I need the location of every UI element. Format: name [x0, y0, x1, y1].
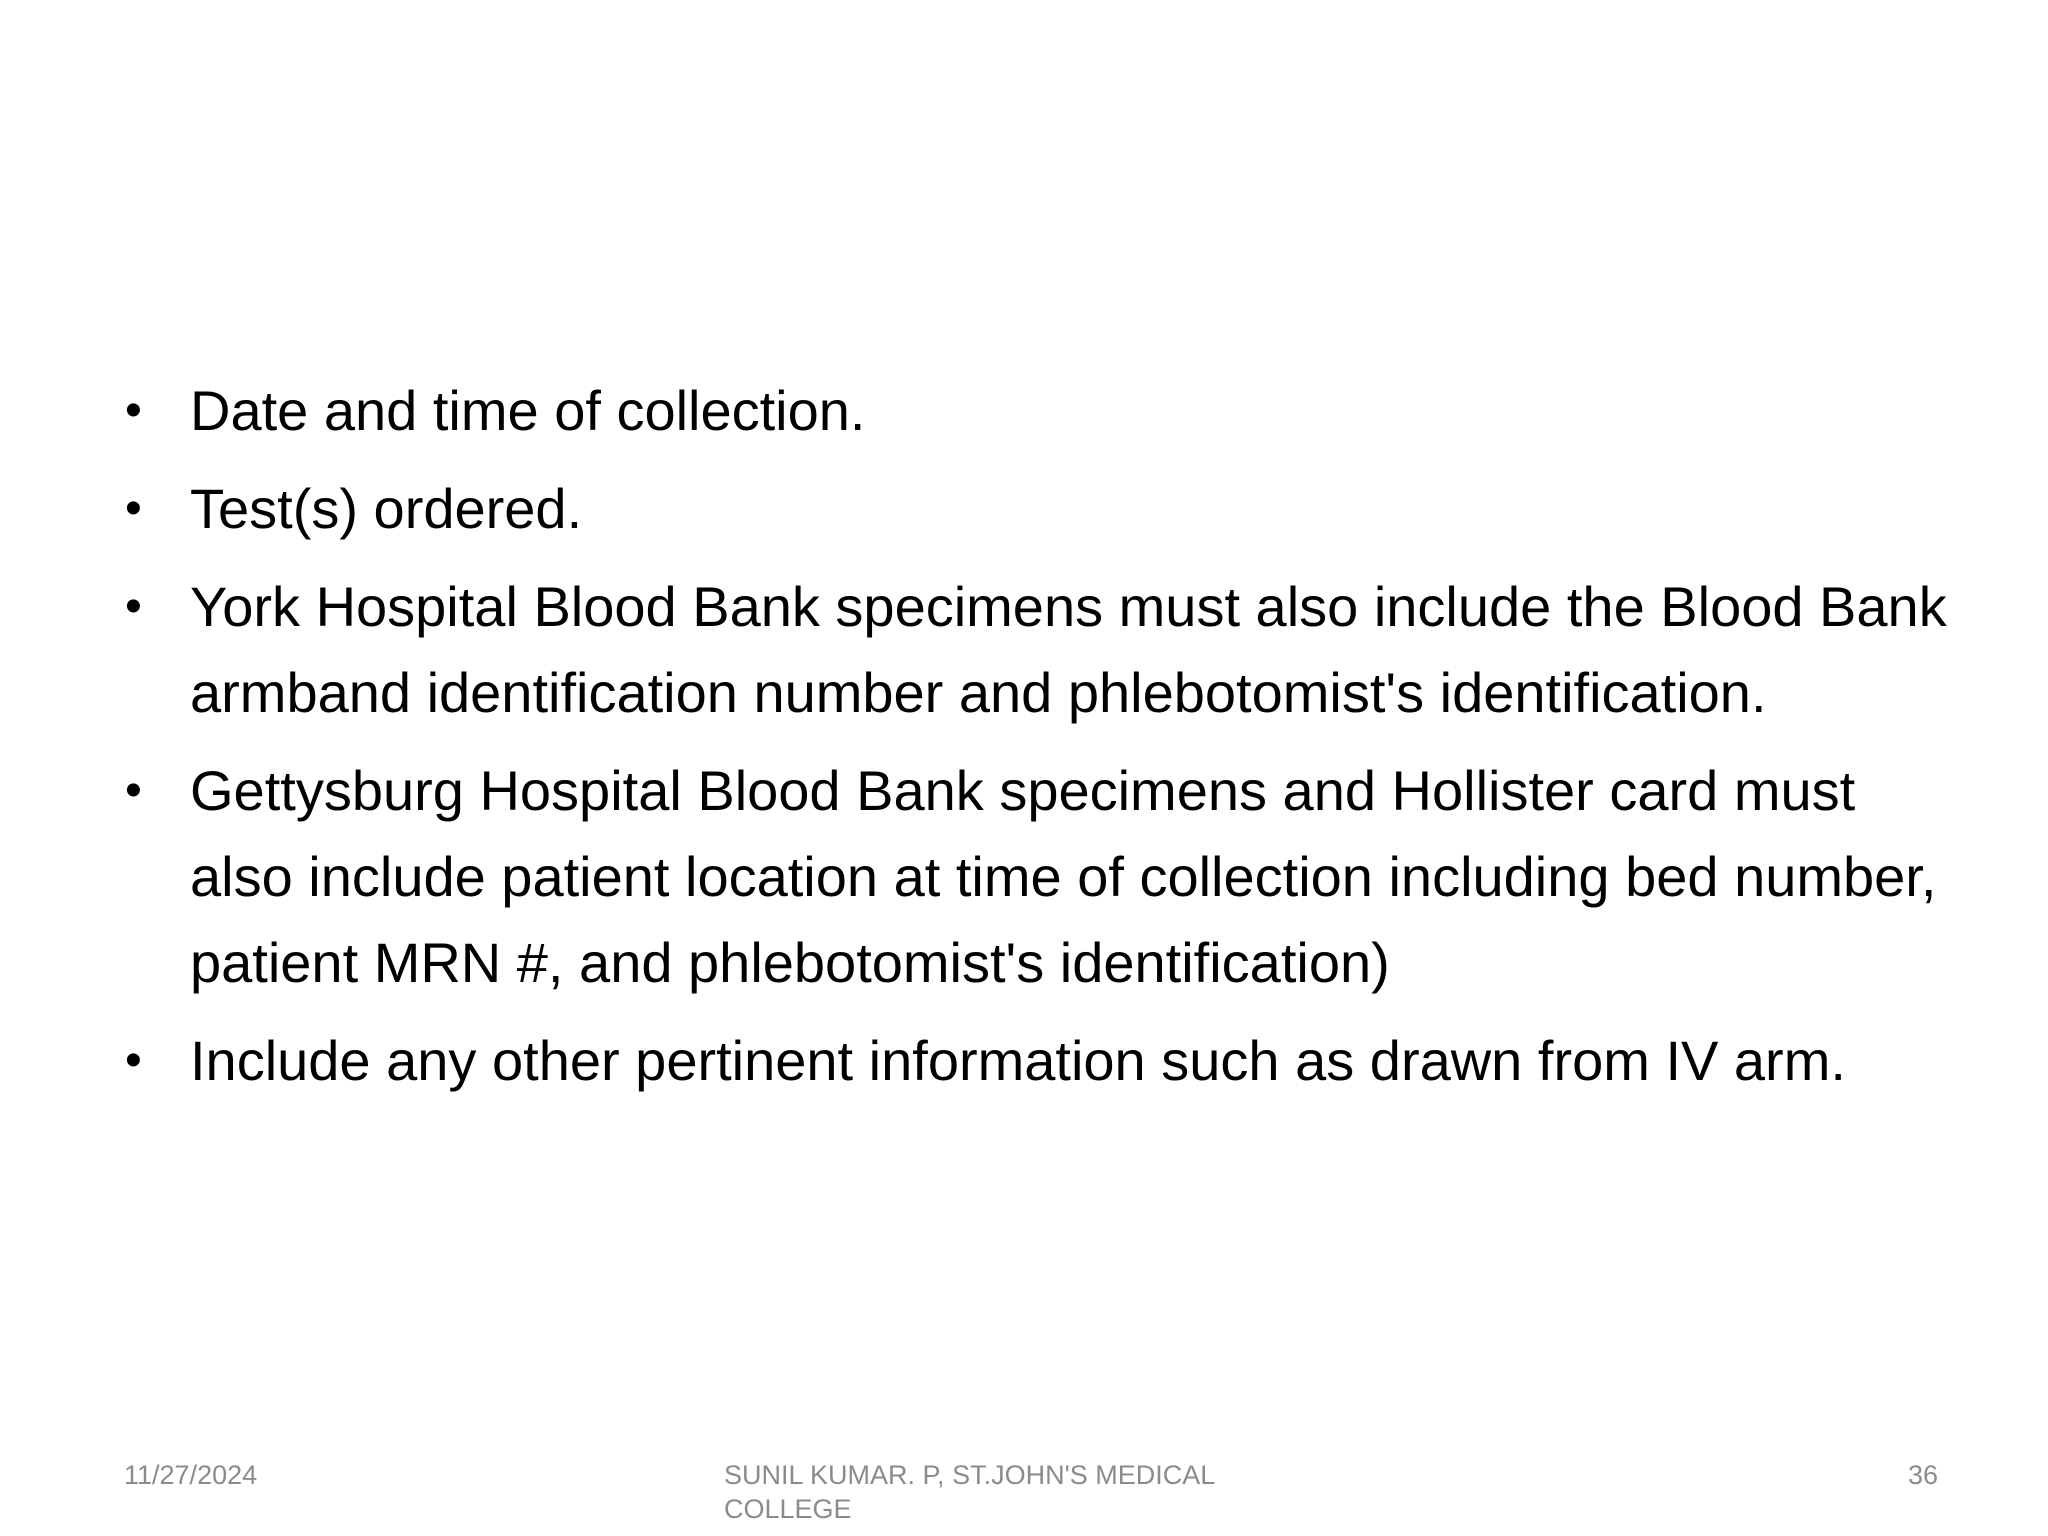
bullet-icon: •	[125, 384, 142, 437]
slide-body	[118, 368, 1948, 1116]
bullet-icon: •	[125, 764, 142, 817]
footer-date: 11/27/2024	[124, 1460, 258, 1490]
footer-author: SUNIL KUMAR. P, ST.JOHN'S MEDICAL COLLEGE	[724, 1460, 1215, 1524]
slide-number: 36	[1907, 1460, 1938, 1490]
bullet-text: Include any other pertinent information such as drawn from IV arm.	[190, 1029, 1846, 1092]
bullet-item	[118, 564, 1948, 736]
bullet-icon: •	[125, 482, 142, 535]
bullet-text: Test(s) ordered.	[190, 477, 583, 540]
bullet-item	[118, 748, 1948, 1006]
bullet-icon: •	[125, 1034, 142, 1087]
bullet-text: Gettysburg Hospital Blood Bank specimens and Hollister card must also include patient location at time of collection including bed number, patient MRN #, and phlebotomist's identification)	[190, 759, 1937, 994]
bullet-icon: •	[125, 580, 142, 633]
bullet-text: York Hospital Blood Bank specimens must also include the Blood Bank armband identification number and phlebotomist's identification.	[190, 575, 1947, 724]
bullet-item	[118, 368, 1948, 454]
bullet-list	[118, 368, 1948, 1104]
bullet-item	[118, 1018, 1948, 1104]
bullet-item	[118, 466, 1948, 552]
bullet-text: Date and time of collection.	[190, 379, 866, 442]
